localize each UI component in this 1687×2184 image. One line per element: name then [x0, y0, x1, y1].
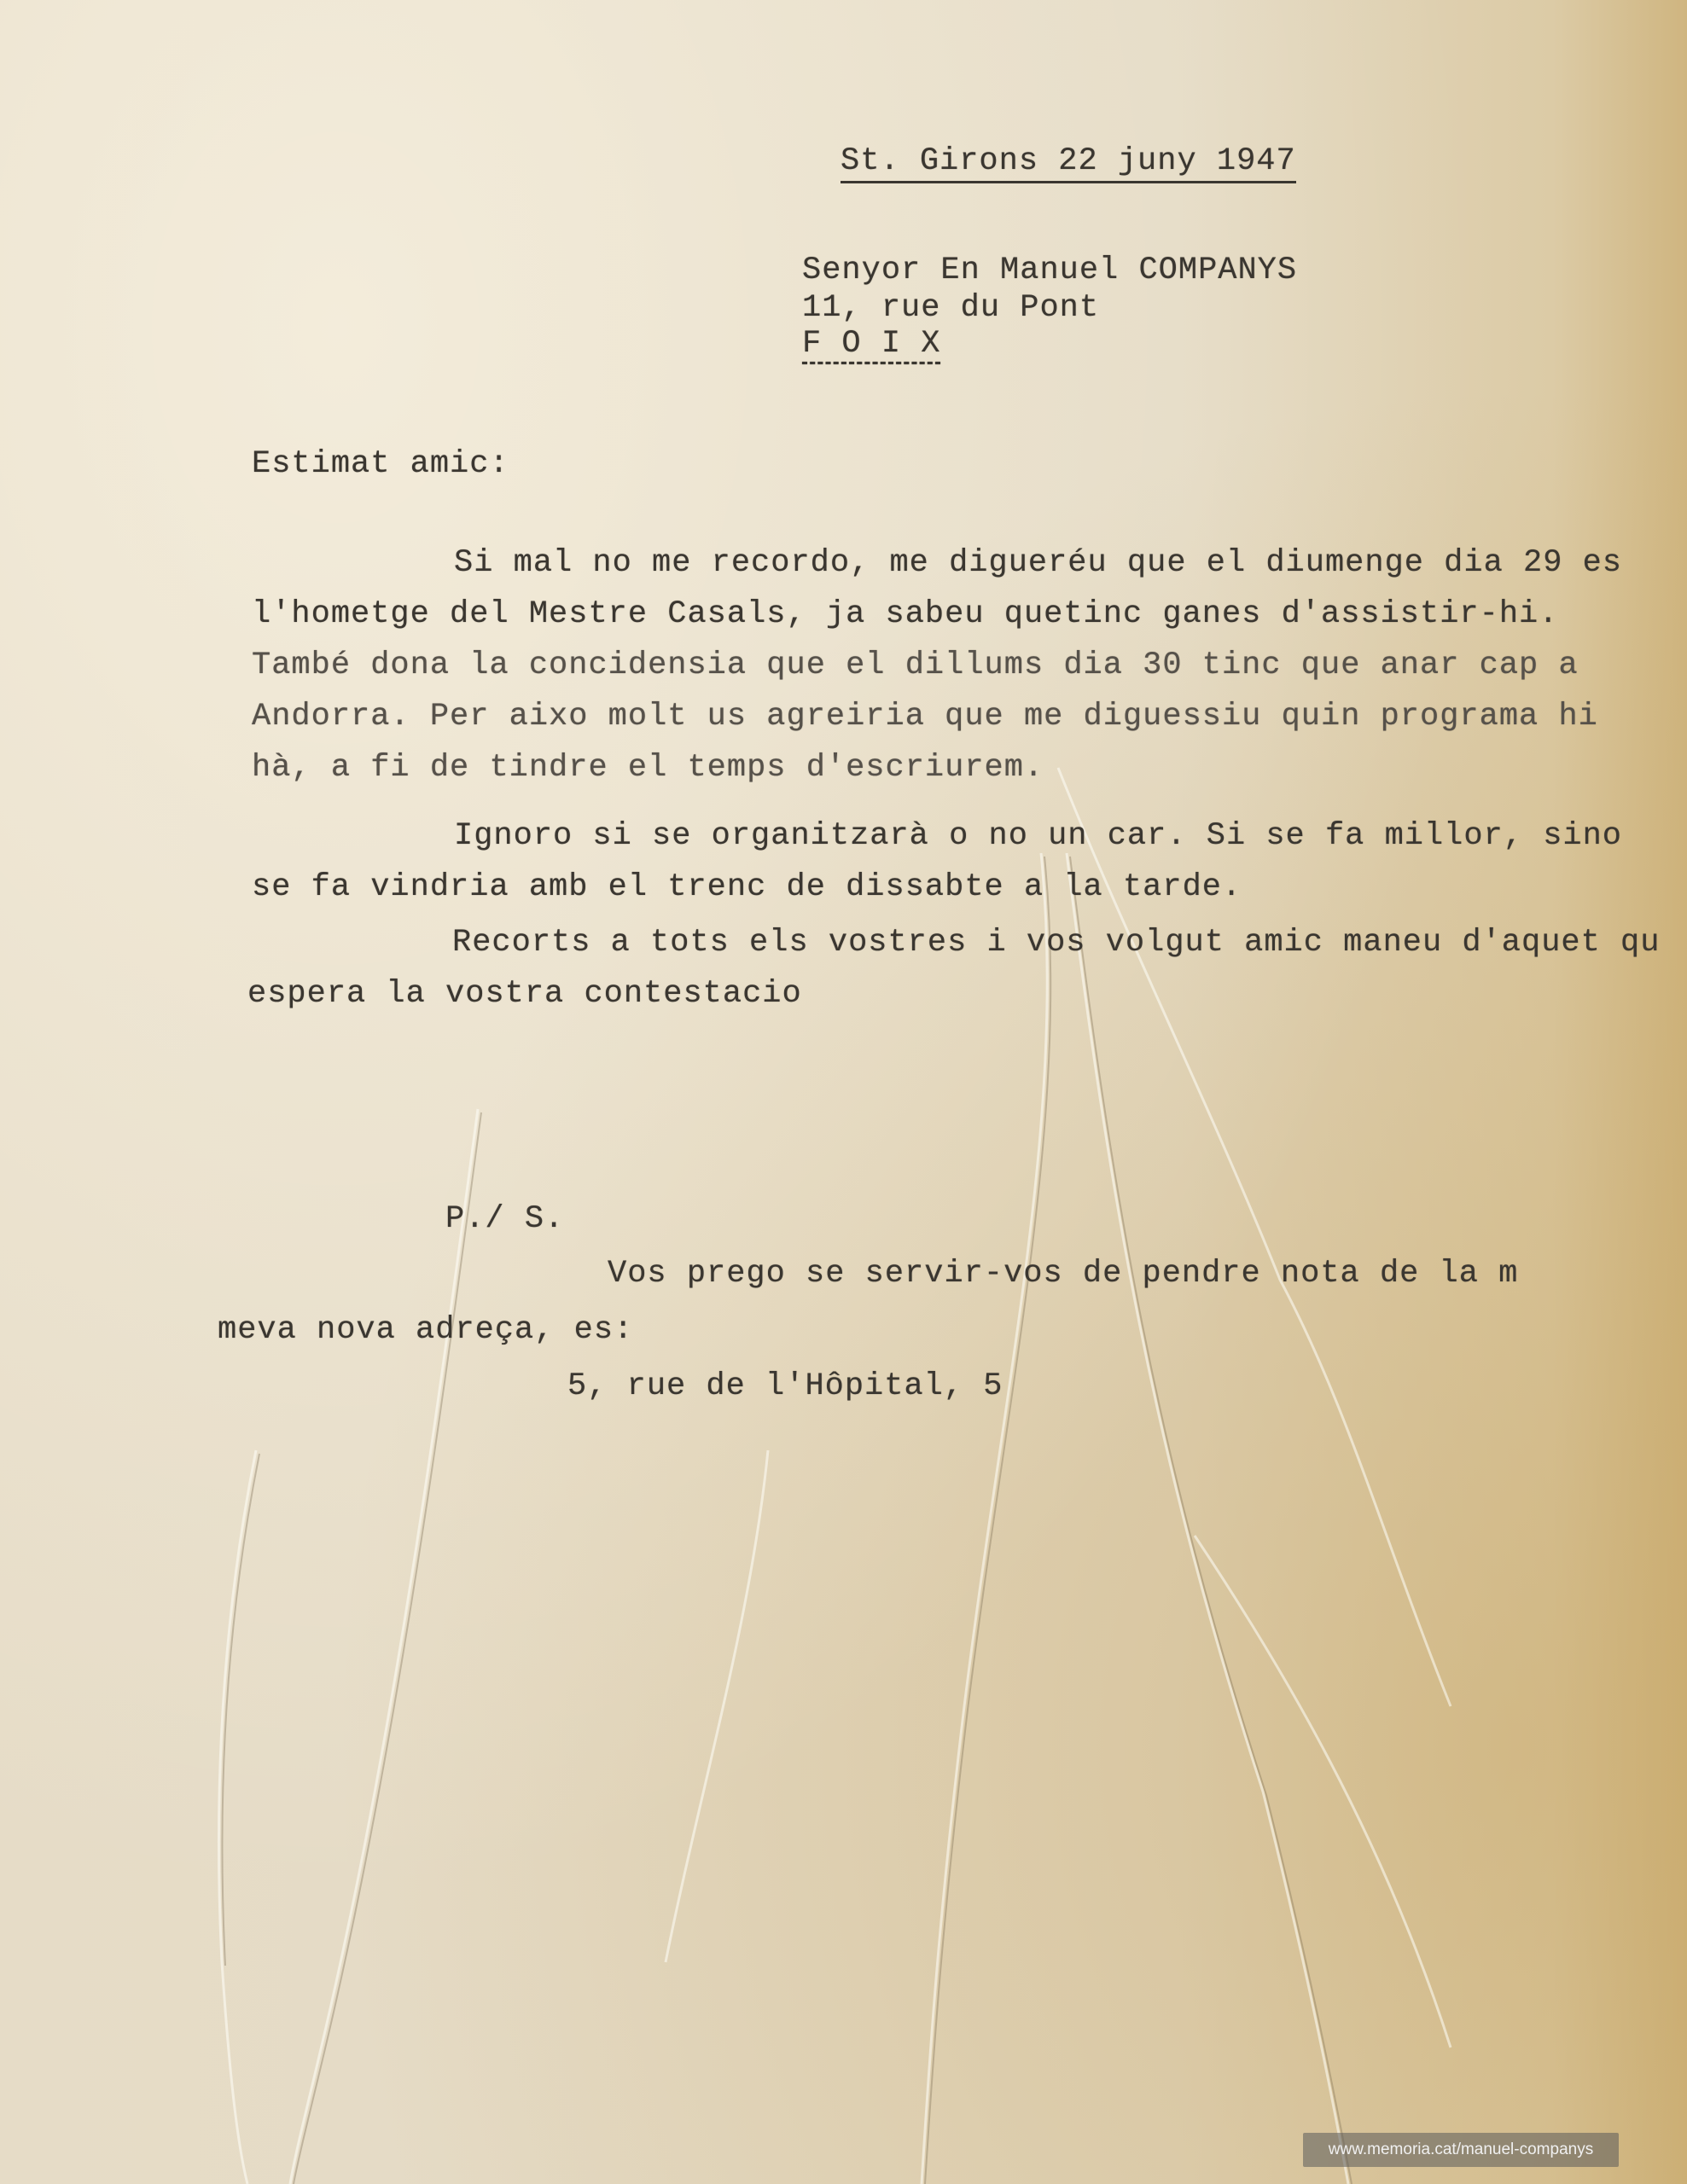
paragraph-3 [247, 917, 1660, 1019]
paragraph-1 [252, 537, 1622, 793]
letter-date: St. Girons 22 juny 1947 [841, 143, 1296, 183]
paragraph-1-line: Si mal no me recordo, me digueréu que el diumenge dia 29 es [454, 545, 1623, 581]
paragraph-1-line: hà, a fi de tindre el temps d'escriurem. [252, 750, 1044, 786]
salutation: Estimat amic: [252, 446, 509, 482]
paragraph-1-line: l'hometge del Mestre Casals, ja sabeu quetinc ganes d'assistir-hi. [252, 596, 1559, 632]
paragraph-1-line: Andorra. Per aixo molt us agreiria que me diguessiu quin programa hi [252, 699, 1598, 735]
recipient-name: Senyor En Manuel COMPANYS [802, 253, 1298, 288]
paragraph-2 [252, 810, 1622, 913]
recipient-street: 11, rue du Pont [802, 290, 1100, 326]
recipient-city: F O I X [802, 326, 941, 362]
new-address: 5, rue de l'Hôpital, 5 [567, 1368, 1003, 1404]
postscript-label: P./ S. [445, 1201, 565, 1237]
paragraph-2-line: Ignoro si se organitzarà o no un car. Si se fa millor, sino [454, 818, 1623, 854]
watermark: www.memoria.cat/manuel-companys [1303, 2133, 1619, 2167]
paragraph-1-line: També dona la concidensia que el dillums dia 30 tinc que anar cap a [252, 648, 1579, 683]
postscript-line-2: meva nova adreça, es: [218, 1312, 634, 1348]
paragraph-3-line: espera la vostra contestacio [247, 976, 802, 1012]
paragraph-2-line: se fa vindria amb el trenc de dissabte a la tarde. [252, 869, 1242, 905]
paragraph-3-line: Recorts a tots els vostres i vos volgut amic maneu d'aquet qu [452, 925, 1661, 961]
postscript-line-1: Vos prego se servir-vos de pendre nota de la m [608, 1256, 1519, 1292]
